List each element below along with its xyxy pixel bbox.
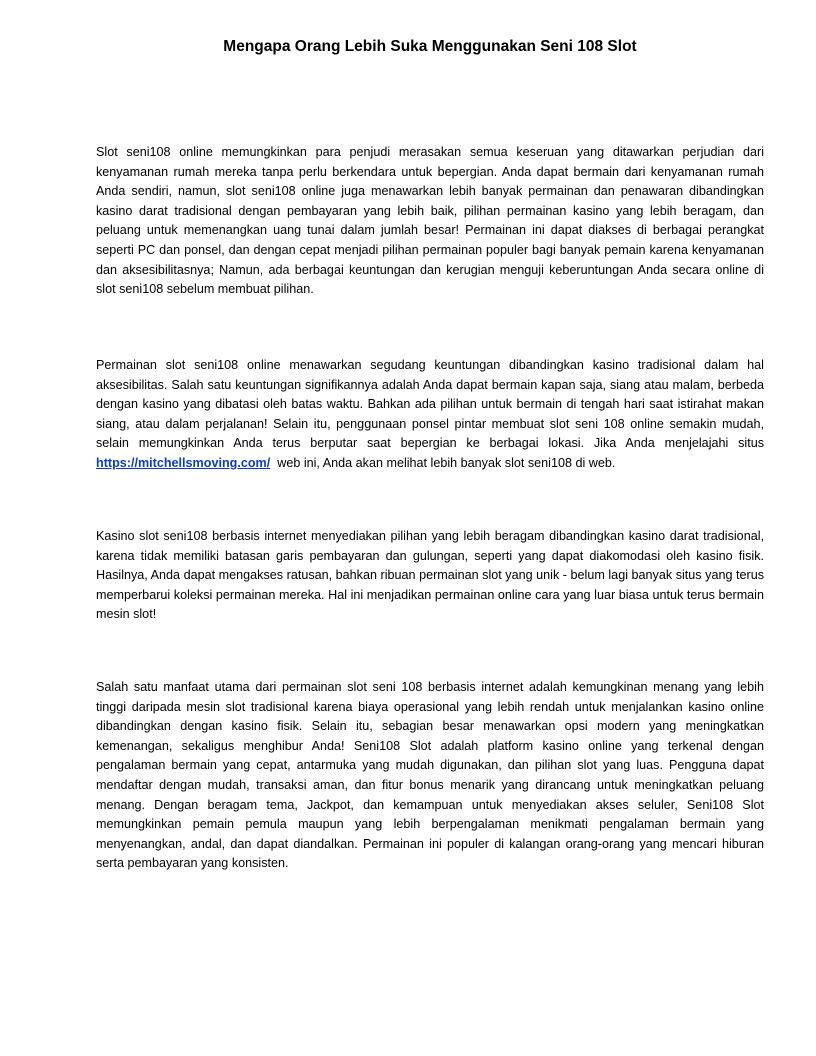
paragraph-3: Kasino slot seni108 berbasis internet menyediakan pilihan yang lebih beragam dibandingkan kasino darat tradisional, karena tidak memiliki batasan garis pembayaran dan gulungan, seperti yang dapat diakomodasi oleh kasino fisik. Hasilnya, Anda dapat mengakses ratusan, bahkan ribuan permainan slot yang unik - belum lagi banyak situs yang terus memperbarui koleksi permainan mereka. Hal ini menjadikan permainan online cara yang luar biasa untuk terus bermain mesin slot! (96, 529, 764, 622)
paragraph-4: Salah satu manfaat utama dari permainan slot seni 108 berbasis internet adalah kemungkinan menang yang lebih tinggi daripada mesin slot tradisional karena biaya operasional yang lebih rendah untuk menjalankan kasino online dibandingkan dengan kasino fisik. Selain itu, sebagian besar menawarkan opsi modern yang meningkatkan kemenangan, sekaligus menghibur Anda! Seni108 Slot adalah platform kasino online yang terkenal dengan pengalaman bermain yang cepat, antarmuka yang mudah digunakan, dan pilihan slot yang luas. Pengguna dapat mendaftar dengan mudah, transaksi aman, dan fitur bonus menarik yang dirancang untuk meningkatkan peluang menang. Dengan beragam tema, Jackpot, dan kemampuan untuk menyediakan akses seluler, Seni108 Slot memungkinkan pemain pemula maupun yang lebih berpengalaman menikmati pengalaman bermain yang menyenangkan, andal, dan dapat diandalkan. Permainan ini populer di kalangan orang-orang yang mencari hiburan serta pembayaran yang konsisten. (96, 680, 764, 871)
paragraph-1: Slot seni108 online memungkinkan para penjudi merasakan semua keseruan yang ditawarkan perjudian dari kenyamanan rumah mereka tanpa perlu berkendara untuk bepergian. Anda dapat bermain dari kenyamanan rumah Anda sendiri, namun, slot seni108 online juga menawarkan lebih banyak permainan dan penawaran dibandingkan kasino darat tradisional dengan pembayaran yang lebih baik, pilihan permainan kasino yang lebih beragam, dan peluang untuk memenangkan uang tunai dalam jumlah besar! Permainan ini dapat diakses di berbagai perangkat seperti PC dan ponsel, dan dengan cepat menjadi pilihan permainan populer bagi banyak pemain karena kenyamanan dan aksesibilitasnya; Namun, ada berbagai keuntungan dan kerugian menguji keberuntungan Anda secara online di slot seni108 sebelum membuat pilihan. (96, 145, 764, 297)
document-title: Mengapa Orang Lebih Suka Menggunakan Seni 108 Slot (223, 38, 637, 55)
paragraph-2-text-after-link: web ini, Anda akan melihat lebih banyak slot seni108 di web. (270, 455, 616, 470)
mitchellsmoving-link[interactable]: https://mitchellsmoving.com/ (96, 455, 271, 470)
paragraph-2 (96, 356, 764, 474)
paragraph-2-text-before-link: Permainan slot seni108 online menawarkan segudang keuntungan dibandingkan kasino tradisional dalam hal aksesibilitas. Salah satu keuntungan signifikannya adalah Anda dapat bermain kapan saja, siang atau malam, berbeda dengan kasino yang dibatasi oleh batas waktu. Bahkan ada pilihan untuk bermain di tengah hari saat istirahat makan siang, atau dalam perjalanan! Selain itu, penggunaan ponsel pintar membuat slot seni 108 online semakin mudah, selain memungkinkan Anda terus berputar saat bepergian ke berbagai lokasi. Jika Anda menjelajahi situs (96, 358, 764, 451)
